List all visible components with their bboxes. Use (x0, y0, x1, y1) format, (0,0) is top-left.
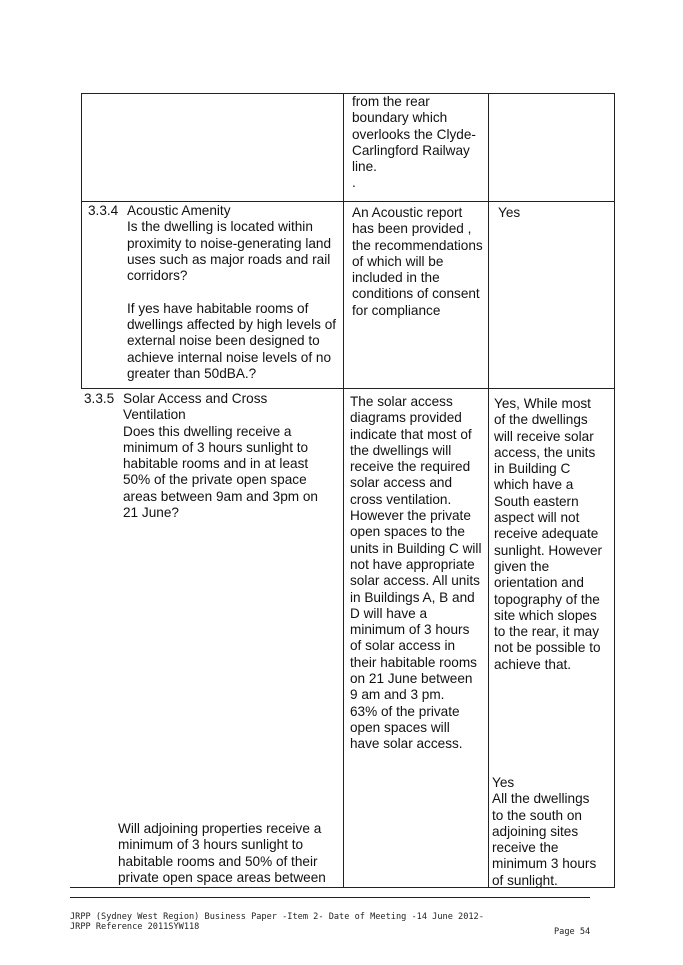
compliance-cell: Yes All the dwellings to the south on adjoining sites receive the minimum 3 hours of sunlight. (492, 775, 597, 888)
compliance-cell: Yes (498, 205, 521, 220)
page-number: Page 54 (554, 927, 591, 937)
footer-reference: JRPP Reference 2011SYW118 (70, 922, 200, 932)
clause-number: 3.3.4 (88, 203, 119, 218)
comment-cell: The solar access diagrams provided indicate that most of the dwellings will receive the required solar access and cross ventilation. However the private open spaces to the units in Building C will not have appropriate solar access. All units in Buildings A, B and D will have a minimum of 3 hours of solar access in their habitable rooms on 21 June between 9 am and 3 pm. 63% of the private open spaces will have solar access. (350, 394, 482, 752)
row-divider (81, 201, 615, 202)
requirement-cell: Will adjoining properties receive a minimum of 3 hours sunlight to habitable rooms and 50% of their private open space areas between (118, 821, 326, 885)
column-divider (488, 93, 489, 887)
table-border-left (81, 93, 82, 388)
column-divider (343, 93, 344, 887)
requirement-cell: Acoustic Amenity Is the dwelling is located within proximity to noise-generating land uses such as major roads and rail corridors? If yes have habitable rooms of dwellings affected by high levels of external noise been designed to achieve internal noise levels of no greater than 50dBA.? (127, 203, 337, 381)
requirement-cell: Solar Access and Cross Ventilation Does this dwelling receive a minimum of 3 hours sunlight to habitable rooms and in at least 50% of the private open space areas between 9am and 3pm on 21 June? (123, 391, 318, 521)
comment-cell: from the rear boundary which overlooks the Clyde- Carlingford Railway line. . (352, 94, 476, 191)
table-border-top (81, 93, 615, 94)
row-divider (81, 388, 615, 389)
footer-business-paper: JRPP (Sydney West Region) Business Paper -Item 2- Date of Meeting -14 June 2012- (70, 912, 484, 922)
clause-number: 3.3.5 (84, 391, 115, 406)
compliance-cell: Yes, While most of the dwellings will receive solar access, the units in Building C which have a South eastern aspect will not receive adequate sunlight. However given the orientation and topography of the site which slopes to the rear, it may not be possible to achieve that. (494, 396, 603, 672)
footer-rule (70, 897, 590, 898)
table-border-right (614, 93, 615, 887)
comment-cell: An Acoustic report has been provided , the recommendations of which will be included in the conditions of consent for compliance (352, 205, 483, 318)
